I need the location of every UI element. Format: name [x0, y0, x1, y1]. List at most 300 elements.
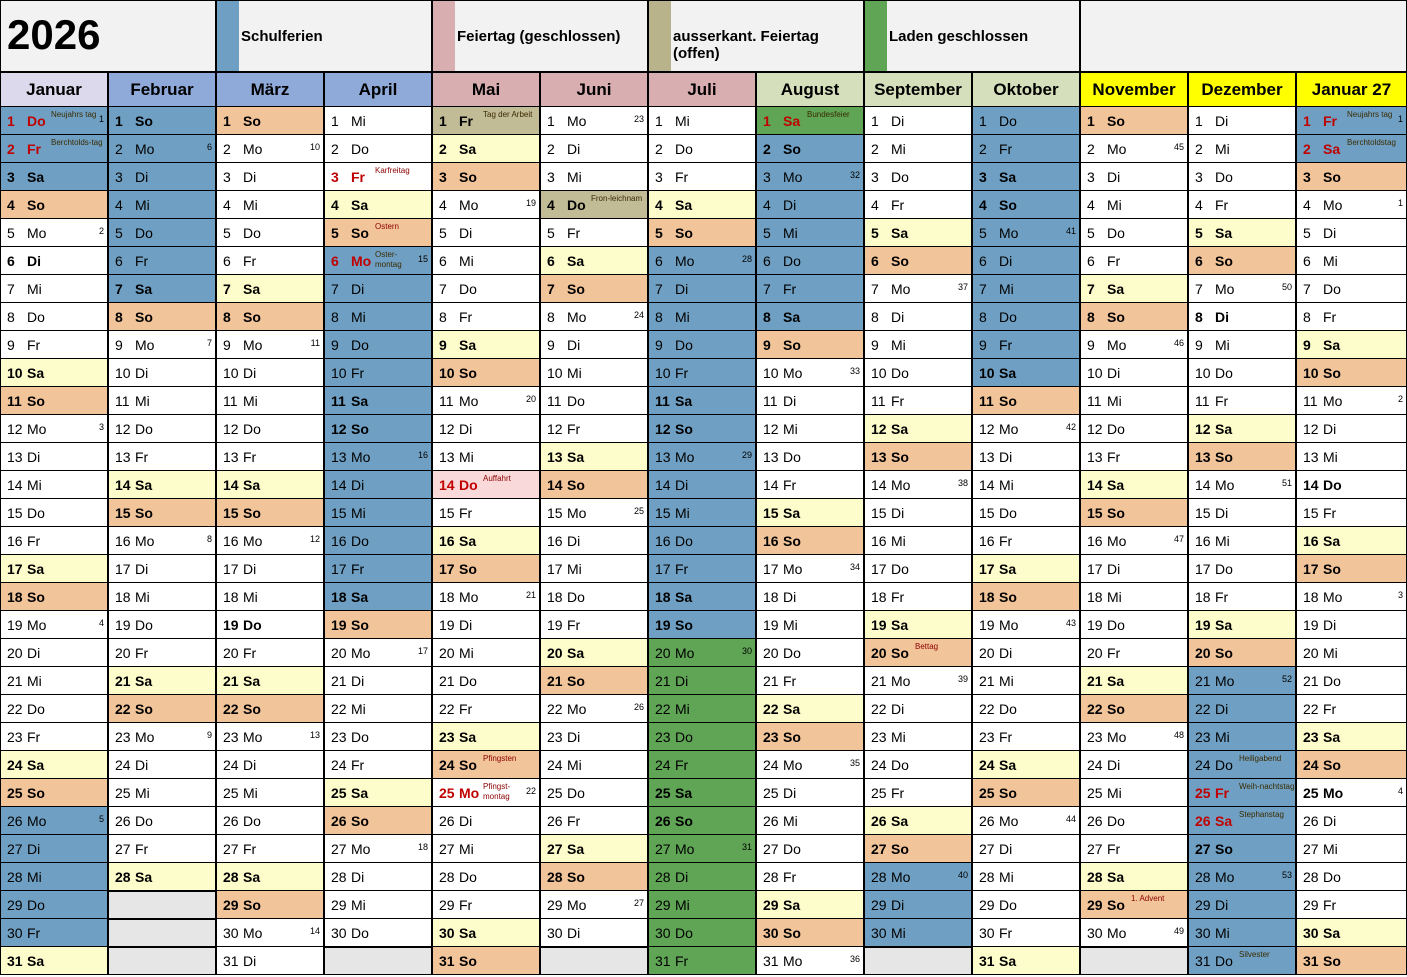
holiday-note: Stephanstag — [1239, 810, 1284, 819]
day-cell — [972, 611, 1080, 639]
weekday-label: So — [1107, 113, 1125, 129]
day-cell — [216, 163, 324, 191]
day-cell — [648, 919, 756, 947]
day-number: 11 — [115, 393, 130, 409]
day-cell — [0, 247, 108, 275]
day-cell — [216, 667, 324, 695]
weekday-label: So — [351, 421, 369, 437]
day-number: 18 — [547, 589, 563, 605]
weekday-label: Do — [783, 449, 801, 465]
day-cell — [216, 779, 324, 807]
weekday-label: Di — [1323, 617, 1337, 633]
day-cell — [648, 247, 756, 275]
day-number: 27 — [439, 841, 455, 857]
holiday-note: Tag der Arbeit — [483, 110, 533, 119]
legend-laden-geschlossen — [864, 0, 1080, 72]
weekday-label: Sa — [351, 197, 369, 213]
day-cell — [1188, 219, 1296, 247]
weekday-label: Di — [243, 169, 257, 185]
day-number: 31 — [1303, 953, 1319, 969]
day-cell — [0, 835, 108, 863]
weekday-label: So — [1323, 365, 1341, 381]
day-number: 3 — [439, 169, 447, 185]
day-number: 3 — [1087, 169, 1095, 185]
day-cell — [324, 583, 432, 611]
day-number: 6 — [1303, 253, 1311, 269]
day-number: 12 — [979, 421, 995, 437]
week-number: 7 — [206, 338, 212, 348]
day-number: 13 — [439, 449, 455, 465]
day-number: 17 — [1195, 561, 1211, 577]
day-number: 7 — [439, 281, 447, 297]
day-number: 10 — [979, 365, 995, 381]
day-number: 11 — [1303, 393, 1318, 409]
weekday-label: Do — [243, 225, 261, 241]
weekday-label: Di — [27, 645, 41, 661]
day-number: 1 — [655, 113, 663, 129]
weekday-label: Fr — [999, 533, 1013, 549]
day-number: 16 — [331, 533, 347, 549]
month-column — [108, 72, 216, 975]
day-number: 22 — [979, 701, 995, 717]
weekday-label: Mo — [1215, 869, 1235, 885]
weekday-label: Fr — [999, 337, 1013, 353]
day-cell — [432, 891, 540, 919]
day-cell — [864, 387, 972, 415]
day-number: 18 — [223, 589, 239, 605]
day-cell — [0, 863, 108, 891]
day-number: 28 — [1087, 869, 1103, 885]
day-number: 26 — [979, 813, 995, 829]
weekday-label: Mi — [1107, 785, 1122, 801]
weekday-label: Mi — [999, 673, 1014, 689]
weekday-label: Mo — [243, 141, 263, 157]
day-cell — [324, 891, 432, 919]
weekday-label: Di — [243, 757, 257, 773]
day-number: 15 — [115, 505, 131, 521]
weekday-label: Fr — [567, 421, 581, 437]
weekday-label: Mo — [1107, 925, 1127, 941]
day-number: 28 — [763, 869, 779, 885]
day-number: 7 — [331, 281, 339, 297]
day-number: 15 — [547, 505, 563, 521]
day-cell — [1080, 443, 1188, 471]
day-number: 4 — [547, 197, 555, 213]
day-cell — [1080, 415, 1188, 443]
weekday-label: So — [459, 757, 477, 773]
weekday-label: Mi — [1215, 141, 1230, 157]
day-cell — [1296, 247, 1407, 275]
day-cell — [756, 471, 864, 499]
day-cell — [324, 359, 432, 387]
day-cell — [648, 779, 756, 807]
day-cell — [432, 163, 540, 191]
day-number: 5 — [547, 225, 555, 241]
day-cell — [108, 639, 216, 667]
day-number: 31 — [7, 953, 23, 969]
day-cell — [864, 135, 972, 163]
day-number: 24 — [7, 757, 23, 773]
weekday-label: Fr — [783, 281, 797, 297]
day-cell — [972, 751, 1080, 779]
day-number: 11 — [655, 393, 670, 409]
day-cell — [864, 555, 972, 583]
day-cell — [864, 107, 972, 135]
day-cell — [1296, 807, 1407, 835]
week-number: 22 — [525, 786, 536, 796]
day-number: 27 — [7, 841, 23, 857]
day-cell — [108, 527, 216, 555]
holiday-note: Ostern — [375, 222, 400, 231]
weekday-label: Mi — [1215, 533, 1230, 549]
day-cell — [432, 107, 540, 135]
weekday-label: Mo — [243, 337, 263, 353]
weekday-label: Do — [243, 813, 261, 829]
weekday-label: Fr — [1107, 645, 1121, 661]
day-number: 1 — [979, 113, 987, 129]
weekday-label: Sa — [1323, 141, 1341, 157]
day-number: 18 — [655, 589, 671, 605]
day-number: 13 — [655, 449, 671, 465]
day-number: 22 — [331, 701, 347, 717]
day-number: 13 — [7, 449, 23, 465]
day-cell — [1188, 163, 1296, 191]
month-column — [216, 72, 324, 975]
day-cell — [432, 359, 540, 387]
day-number: 17 — [547, 561, 563, 577]
day-number: 20 — [1195, 645, 1211, 661]
day-number: 28 — [223, 869, 239, 885]
day-number: 18 — [439, 589, 455, 605]
month-column — [1296, 72, 1407, 975]
weekday-label: Di — [999, 645, 1013, 661]
week-number: 4 — [1397, 786, 1403, 796]
day-cell — [0, 443, 108, 471]
weekday-label: Fr — [351, 561, 365, 577]
day-cell — [1296, 359, 1407, 387]
weekday-label: Sa — [1107, 869, 1125, 885]
day-cell — [0, 723, 108, 751]
day-cell — [1080, 359, 1188, 387]
weekday-label: Di — [1107, 757, 1121, 773]
day-cell — [540, 359, 648, 387]
weekday-label: Sa — [675, 589, 693, 605]
day-cell — [864, 527, 972, 555]
day-number: 23 — [7, 729, 23, 745]
weekday-label: Do — [1323, 869, 1341, 885]
week-number: 9 — [206, 730, 212, 740]
weekday-label: Sa — [243, 477, 261, 493]
week-number: 13 — [309, 730, 320, 740]
day-cell — [864, 639, 972, 667]
day-cell — [324, 443, 432, 471]
day-number: 17 — [331, 561, 347, 577]
day-number: 24 — [871, 757, 887, 773]
day-number: 4 — [1195, 197, 1203, 213]
weekday-label: So — [567, 477, 585, 493]
weekday-label: So — [783, 925, 801, 941]
weekday-label: Mo — [567, 505, 587, 521]
day-cell — [1188, 331, 1296, 359]
weekday-label: Do — [567, 197, 586, 213]
weekday-label: Do — [135, 421, 153, 437]
weekday-label: Sa — [459, 141, 477, 157]
weekday-label: Fr — [675, 169, 689, 185]
weekday-label: Mo — [1107, 729, 1127, 745]
day-cell — [864, 667, 972, 695]
weekday-label: Mi — [351, 309, 366, 325]
day-cell — [756, 135, 864, 163]
week-number: 37 — [957, 282, 968, 292]
day-number: 14 — [979, 477, 995, 493]
day-cell — [756, 191, 864, 219]
day-number: 15 — [439, 505, 455, 521]
weekday-label: So — [351, 225, 369, 241]
week-number: 17 — [417, 646, 428, 656]
day-number: 30 — [763, 925, 779, 941]
day-cell — [864, 835, 972, 863]
day-cell — [324, 835, 432, 863]
day-number: 21 — [1195, 673, 1211, 689]
weekday-label: Mi — [675, 701, 690, 717]
weekday-label: Do — [675, 141, 693, 157]
day-cell — [864, 919, 972, 947]
day-number: 7 — [7, 281, 15, 297]
weekday-label: Mi — [567, 561, 582, 577]
day-number: 3 — [7, 169, 15, 185]
weekday-label: Fr — [675, 561, 689, 577]
weekday-label: Di — [675, 869, 689, 885]
weekday-label: Do — [1215, 757, 1233, 773]
day-cell — [1296, 219, 1407, 247]
day-number: 16 — [655, 533, 671, 549]
day-number: 6 — [979, 253, 987, 269]
day-cell — [432, 415, 540, 443]
day-cell — [108, 471, 216, 499]
day-cell — [0, 751, 108, 779]
day-cell — [432, 527, 540, 555]
day-number: 19 — [871, 617, 887, 633]
day-cell — [540, 499, 648, 527]
week-number: 10 — [309, 142, 320, 152]
weekday-label: Di — [135, 757, 149, 773]
day-cell — [1296, 919, 1407, 947]
day-number: 18 — [7, 589, 23, 605]
weekday-label: Mo — [675, 841, 695, 857]
day-number: 17 — [871, 561, 887, 577]
day-number: 12 — [763, 421, 779, 437]
day-cell — [1080, 331, 1188, 359]
weekday-label: Mo — [567, 897, 587, 913]
day-cell — [0, 611, 108, 639]
day-number: 10 — [223, 365, 239, 381]
day-cell — [648, 639, 756, 667]
weekday-label: Mi — [459, 449, 474, 465]
weekday-label: Di — [135, 561, 149, 577]
weekday-label: Sa — [243, 281, 261, 297]
day-number: 5 — [331, 225, 339, 241]
day-cell — [1296, 387, 1407, 415]
weekday-label: So — [1323, 169, 1341, 185]
weekday-label: Fr — [135, 253, 149, 269]
holiday-note: Bettag — [915, 642, 939, 651]
day-cell — [324, 303, 432, 331]
day-cell — [756, 331, 864, 359]
weekday-label: Fr — [351, 169, 365, 185]
weekday-label: So — [567, 869, 585, 885]
day-cell — [972, 247, 1080, 275]
weekday-label: Mo — [459, 197, 479, 213]
day-cell — [972, 583, 1080, 611]
weekday-label: Di — [1107, 561, 1121, 577]
weekday-label: Sa — [27, 169, 45, 185]
day-cell — [1296, 667, 1407, 695]
day-number: 10 — [331, 365, 347, 381]
week-number: 8 — [206, 534, 212, 544]
day-cell — [0, 471, 108, 499]
week-number: 34 — [849, 562, 860, 572]
day-cell — [756, 835, 864, 863]
month-column — [1080, 72, 1188, 975]
weekday-label: Do — [351, 533, 369, 549]
day-number: 10 — [1195, 365, 1211, 381]
day-cell — [432, 247, 540, 275]
weekday-label: Do — [459, 281, 477, 297]
day-number: 18 — [871, 589, 887, 605]
day-cell — [972, 415, 1080, 443]
day-number: 27 — [1303, 841, 1319, 857]
day-cell — [324, 667, 432, 695]
day-number: 6 — [331, 253, 339, 269]
day-number: 27 — [1087, 841, 1103, 857]
day-number: 10 — [871, 365, 887, 381]
day-number: 15 — [1195, 505, 1211, 521]
week-number: 30 — [741, 646, 752, 656]
weekday-label: Sa — [891, 813, 909, 829]
day-number: 16 — [439, 533, 455, 549]
day-number: 26 — [1303, 813, 1319, 829]
day-cell — [756, 415, 864, 443]
day-number: 21 — [7, 673, 23, 689]
weekday-label: Di — [1323, 225, 1337, 241]
day-number: 13 — [1195, 449, 1211, 465]
day-cell — [1080, 219, 1188, 247]
weekday-label: So — [27, 589, 45, 605]
day-number: 8 — [439, 309, 447, 325]
weekday-label: Do — [999, 897, 1017, 913]
day-number: 26 — [439, 813, 455, 829]
day-number: 10 — [7, 365, 23, 381]
day-number: 18 — [1303, 589, 1319, 605]
day-number: 27 — [871, 841, 887, 857]
day-cell — [648, 667, 756, 695]
day-cell — [648, 695, 756, 723]
day-cell — [648, 219, 756, 247]
day-cell — [1296, 723, 1407, 751]
weekday-label: Do — [351, 729, 369, 745]
day-number: 8 — [1087, 309, 1095, 325]
day-number: 17 — [1087, 561, 1103, 577]
weekday-label: Sa — [27, 953, 45, 969]
day-number: 9 — [871, 337, 879, 353]
day-cell — [1188, 751, 1296, 779]
day-number: 23 — [223, 729, 239, 745]
day-cell — [216, 723, 324, 751]
day-number: 24 — [439, 757, 455, 773]
weekday-label: So — [675, 813, 693, 829]
legend-label: Laden geschlossen — [889, 28, 1029, 45]
day-number: 31 — [763, 953, 779, 969]
day-cell — [108, 695, 216, 723]
day-cell — [972, 527, 1080, 555]
day-number: 19 — [763, 617, 779, 633]
weekday-label: Sa — [135, 869, 153, 885]
weekday-label: Sa — [1215, 421, 1233, 437]
day-cell — [216, 303, 324, 331]
day-cell — [648, 863, 756, 891]
day-cell — [108, 107, 216, 135]
weekday-label: Fr — [1107, 449, 1121, 465]
day-cell — [108, 583, 216, 611]
day-number: 18 — [331, 589, 347, 605]
day-cell — [216, 331, 324, 359]
day-number: 6 — [547, 253, 555, 269]
day-number: 3 — [871, 169, 879, 185]
day-number: 23 — [655, 729, 671, 745]
day-number: 2 — [1087, 141, 1095, 157]
day-cell — [108, 863, 216, 891]
weekday-label: Do — [999, 309, 1017, 325]
day-number: 28 — [115, 869, 131, 885]
day-number: 26 — [547, 813, 563, 829]
day-number: 28 — [547, 869, 563, 885]
weekday-label: So — [675, 617, 693, 633]
day-cell — [216, 387, 324, 415]
day-number: 26 — [223, 813, 239, 829]
weekday-label: Do — [891, 757, 909, 773]
day-number: 16 — [763, 533, 779, 549]
day-number: 9 — [115, 337, 123, 353]
day-cell — [648, 723, 756, 751]
day-number: 26 — [331, 813, 347, 829]
week-number: 2 — [98, 226, 104, 236]
weekday-label: Mi — [351, 113, 366, 129]
day-number: 2 — [7, 141, 15, 157]
weekday-label: Do — [27, 309, 45, 325]
day-cell — [432, 583, 540, 611]
holiday-note: Pfingsten — [483, 754, 517, 763]
weekday-label: Mo — [567, 309, 587, 325]
weekday-label: Mi — [243, 393, 258, 409]
day-cell — [864, 471, 972, 499]
day-cell — [648, 443, 756, 471]
day-cell — [540, 723, 648, 751]
day-number: 11 — [871, 393, 886, 409]
day-cell — [972, 779, 1080, 807]
weekday-label: Mi — [1215, 729, 1230, 745]
week-number: 53 — [1281, 870, 1292, 880]
weekday-label: Mi — [1107, 393, 1122, 409]
month-header: Mai — [432, 72, 540, 107]
day-number: 10 — [1303, 365, 1319, 381]
day-number: 31 — [979, 953, 995, 969]
day-cell — [0, 891, 108, 919]
day-number: 27 — [1195, 841, 1211, 857]
day-number: 5 — [1303, 225, 1311, 241]
weekday-label: Fr — [1323, 701, 1337, 717]
weekday-label: Sa — [135, 477, 153, 493]
day-cell — [1296, 331, 1407, 359]
